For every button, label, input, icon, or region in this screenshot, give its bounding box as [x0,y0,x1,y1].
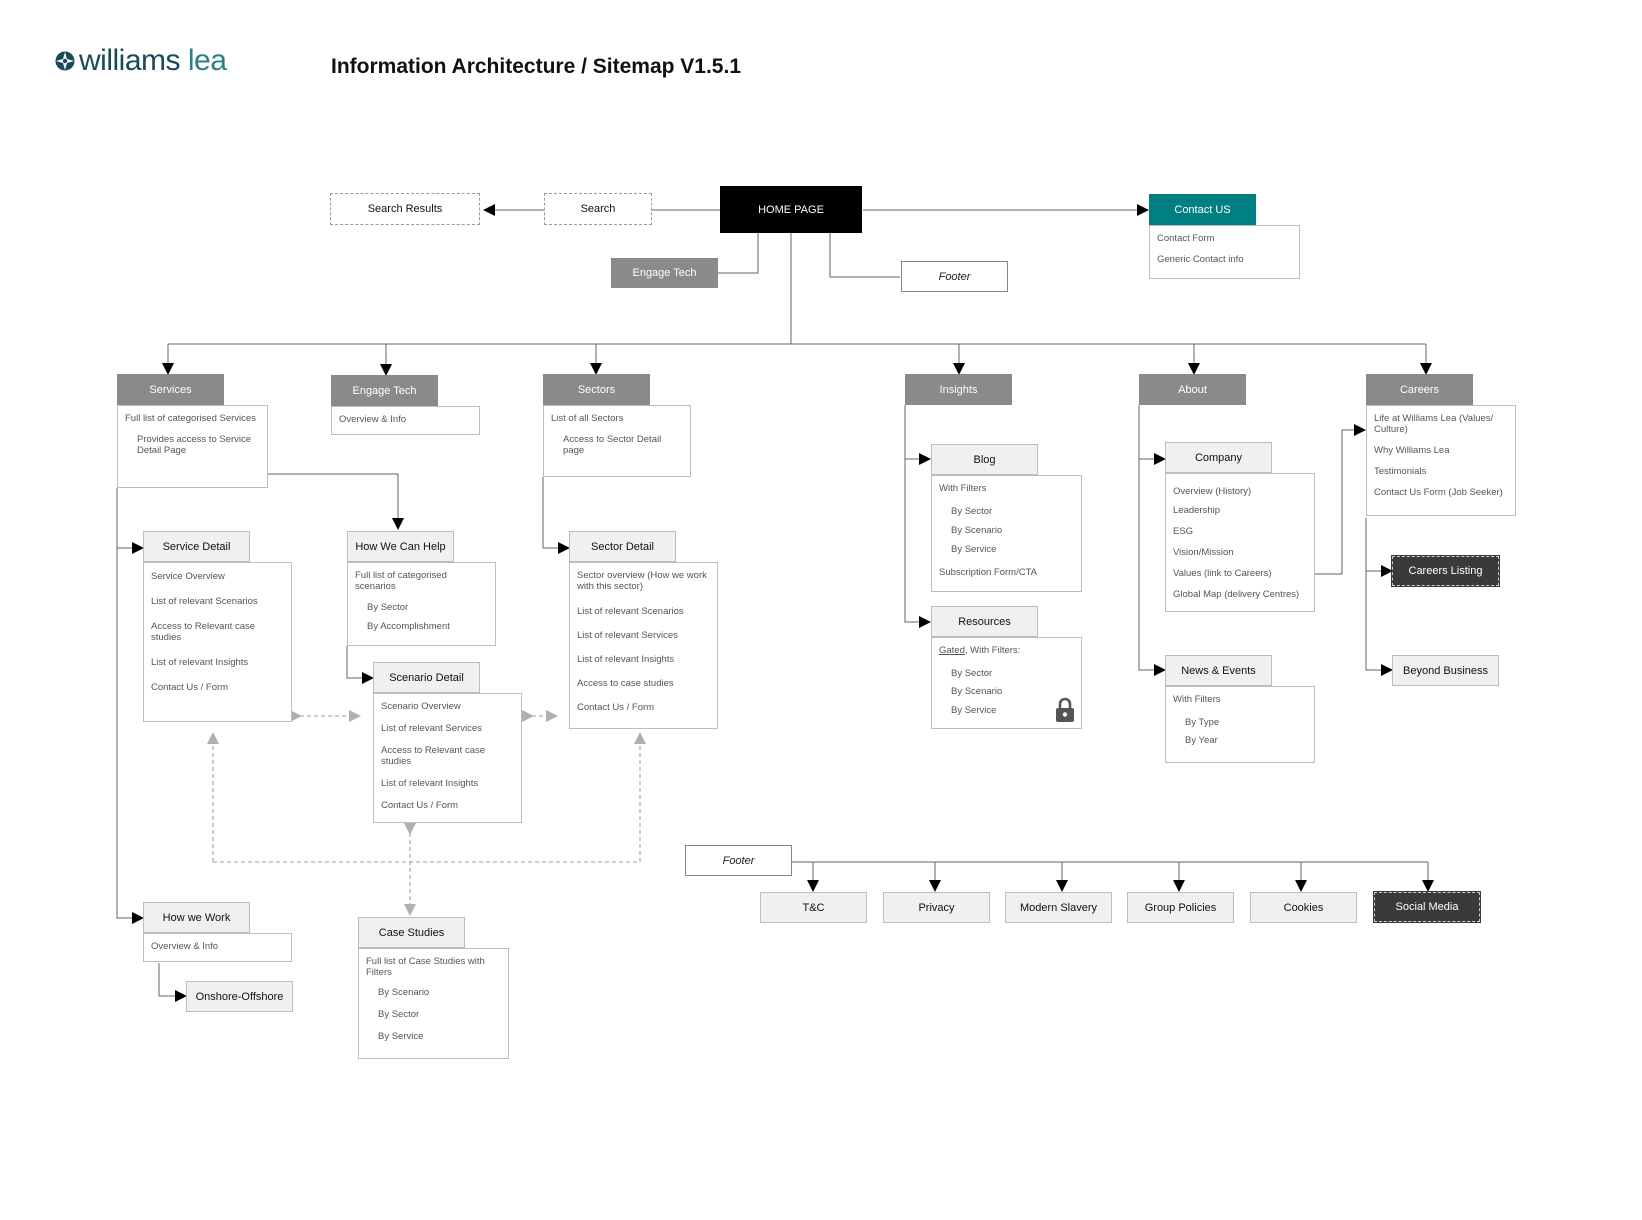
card-item: Sector overview (How we work with this sector) [577,570,707,592]
how-we-work-node: How we Work [143,902,250,933]
services-card [117,405,268,488]
card-item: Provides access to Service Detail Page [137,434,252,456]
contact-us-card [1149,225,1300,279]
lock-icon [1055,697,1075,723]
card-item: With Filters [939,483,987,494]
engage-tech-card [331,406,480,435]
card-item: Overview & Info [151,941,219,952]
case-studies-card [358,948,509,1059]
careers-card [1366,405,1516,516]
card-item: By Scenario [951,686,1003,697]
home-page-node: HOME PAGE [720,186,862,233]
card-item: Why Williams Lea [1374,445,1450,456]
insights-node: Insights [905,374,1012,405]
search-node: Search [544,193,652,225]
card-item: By Sector [951,668,993,679]
company-node: Company [1165,442,1272,473]
footer-social-media-node: Social Media [1374,892,1480,922]
card-item: Full list of Case Studies with Filters [366,956,485,978]
footer-modern-slavery-node: Modern Slavery [1005,892,1112,923]
card-item: By Scenario [951,525,1003,536]
sector-detail-node: Sector Detail [569,531,676,562]
news-events-node: News & Events [1165,655,1272,686]
card-item: List of all Sectors [551,413,624,424]
scenario-detail-node: Scenario Detail [373,662,480,693]
sectors-card [543,405,691,477]
card-item: List of relevant Scenarios [151,596,258,607]
card-item: By Service [951,544,997,555]
scenario-detail-card [373,693,522,823]
engage-tech-node: Engage Tech [331,375,438,406]
card-item: List of relevant Services [577,630,678,641]
card-item: Access to Relevant case studies [151,621,256,643]
news-events-card [1165,686,1315,763]
sectors-node: Sectors [543,374,650,405]
footer-group-policies-node: Group Policies [1127,892,1234,923]
card-item: With Filters [1173,694,1221,705]
footer-tc-node: T&C [760,892,867,923]
footer-privacy-node: Privacy [883,892,990,923]
service-detail-card [143,562,292,722]
how-we-can-help-card [347,562,496,646]
card-item: ESG [1173,526,1194,537]
card-item: By Sector [378,1009,420,1020]
company-card [1165,473,1315,612]
sector-detail-card [569,562,718,729]
card-item: Vision/Mission [1173,547,1234,558]
careers-node: Careers [1366,374,1473,405]
card-item: Life at Williams Lea (Values/ Culture) [1374,413,1494,435]
card-item: Overview & Info [339,414,407,425]
card-item: Leadership [1173,505,1221,516]
card-item: Contact Us / Form [577,702,655,713]
logo-word-williams: williams [79,44,180,77]
footer-node: Footer [685,845,792,876]
careers-listing-node: Careers Listing [1392,556,1499,586]
card-item: Full list of categorised scenarios [355,570,447,592]
footer-top-node: Footer [901,261,1008,292]
card-item: By Sector [951,506,993,517]
card-item: Scenario Overview [381,701,461,712]
card-item: By Service [951,705,997,716]
search-results-node: Search Results [330,193,480,225]
beyond-business-node: Beyond Business [1392,655,1499,686]
card-item: List of relevant Insights [577,654,675,665]
contact-us-node: Contact US [1149,194,1256,225]
card-item: By Service [378,1031,424,1042]
card-item: Contact Form [1157,233,1215,244]
logo-word-lea: lea [187,44,227,77]
card-item: Global Map (delivery Centres) [1173,589,1300,600]
card-item: List of relevant Insights [381,778,479,789]
engage-tech-top-node: Engage Tech [611,258,718,288]
card-item: By Type [1185,717,1220,728]
services-node: Services [117,374,224,405]
card-item: By Accomplishment [367,621,450,632]
resources-node: Resources [931,606,1038,637]
footer-cookies-node: Cookies [1250,892,1357,923]
brand-mark-icon [55,51,75,71]
card-item: Generic Contact info [1157,254,1244,265]
card-item: Contact Us Form (Job Seeker) [1374,487,1503,498]
onshore-offshore-node: Onshore-Offshore [186,981,293,1012]
card-item: By Sector [367,602,409,613]
card-item: Subscription Form/CTA [939,567,1038,578]
card-item: Full list of categorised Services [125,413,256,424]
card-item: Testimonials [1374,466,1427,477]
card-item: , With Filters: [964,645,1021,656]
card-item: By Scenario [378,987,430,998]
page-title: Information Architecture / Sitemap V1.5.1 [331,55,741,78]
how-we-work-card [143,933,292,962]
service-detail-node: Service Detail [143,531,250,562]
blog-node: Blog [931,444,1038,475]
card-item: Service Overview [151,571,225,582]
card-item-gated: Gated [939,645,965,656]
card-item: Access to case studies [577,678,674,689]
case-studies-node: Case Studies [358,917,465,948]
about-node: About [1139,374,1246,405]
card-item: List of relevant Services [381,723,482,734]
blog-card [931,475,1082,592]
williams-lea-logo [55,44,226,78]
card-item: List of relevant Insights [151,657,249,668]
card-item: By Year [1185,735,1218,746]
card-item: List of relevant Scenarios [577,606,684,617]
how-we-can-help-node: How We Can Help [347,531,454,562]
card-item: Access to Relevant case studies [381,745,486,767]
card-item: Values (link to Careers) [1173,568,1272,579]
card-item: Overview (History) [1173,486,1252,497]
card-item: Contact Us / Form [381,800,459,811]
card-item: Contact Us / Form [151,682,229,693]
card-item: Access to Sector Detail page [563,434,662,456]
